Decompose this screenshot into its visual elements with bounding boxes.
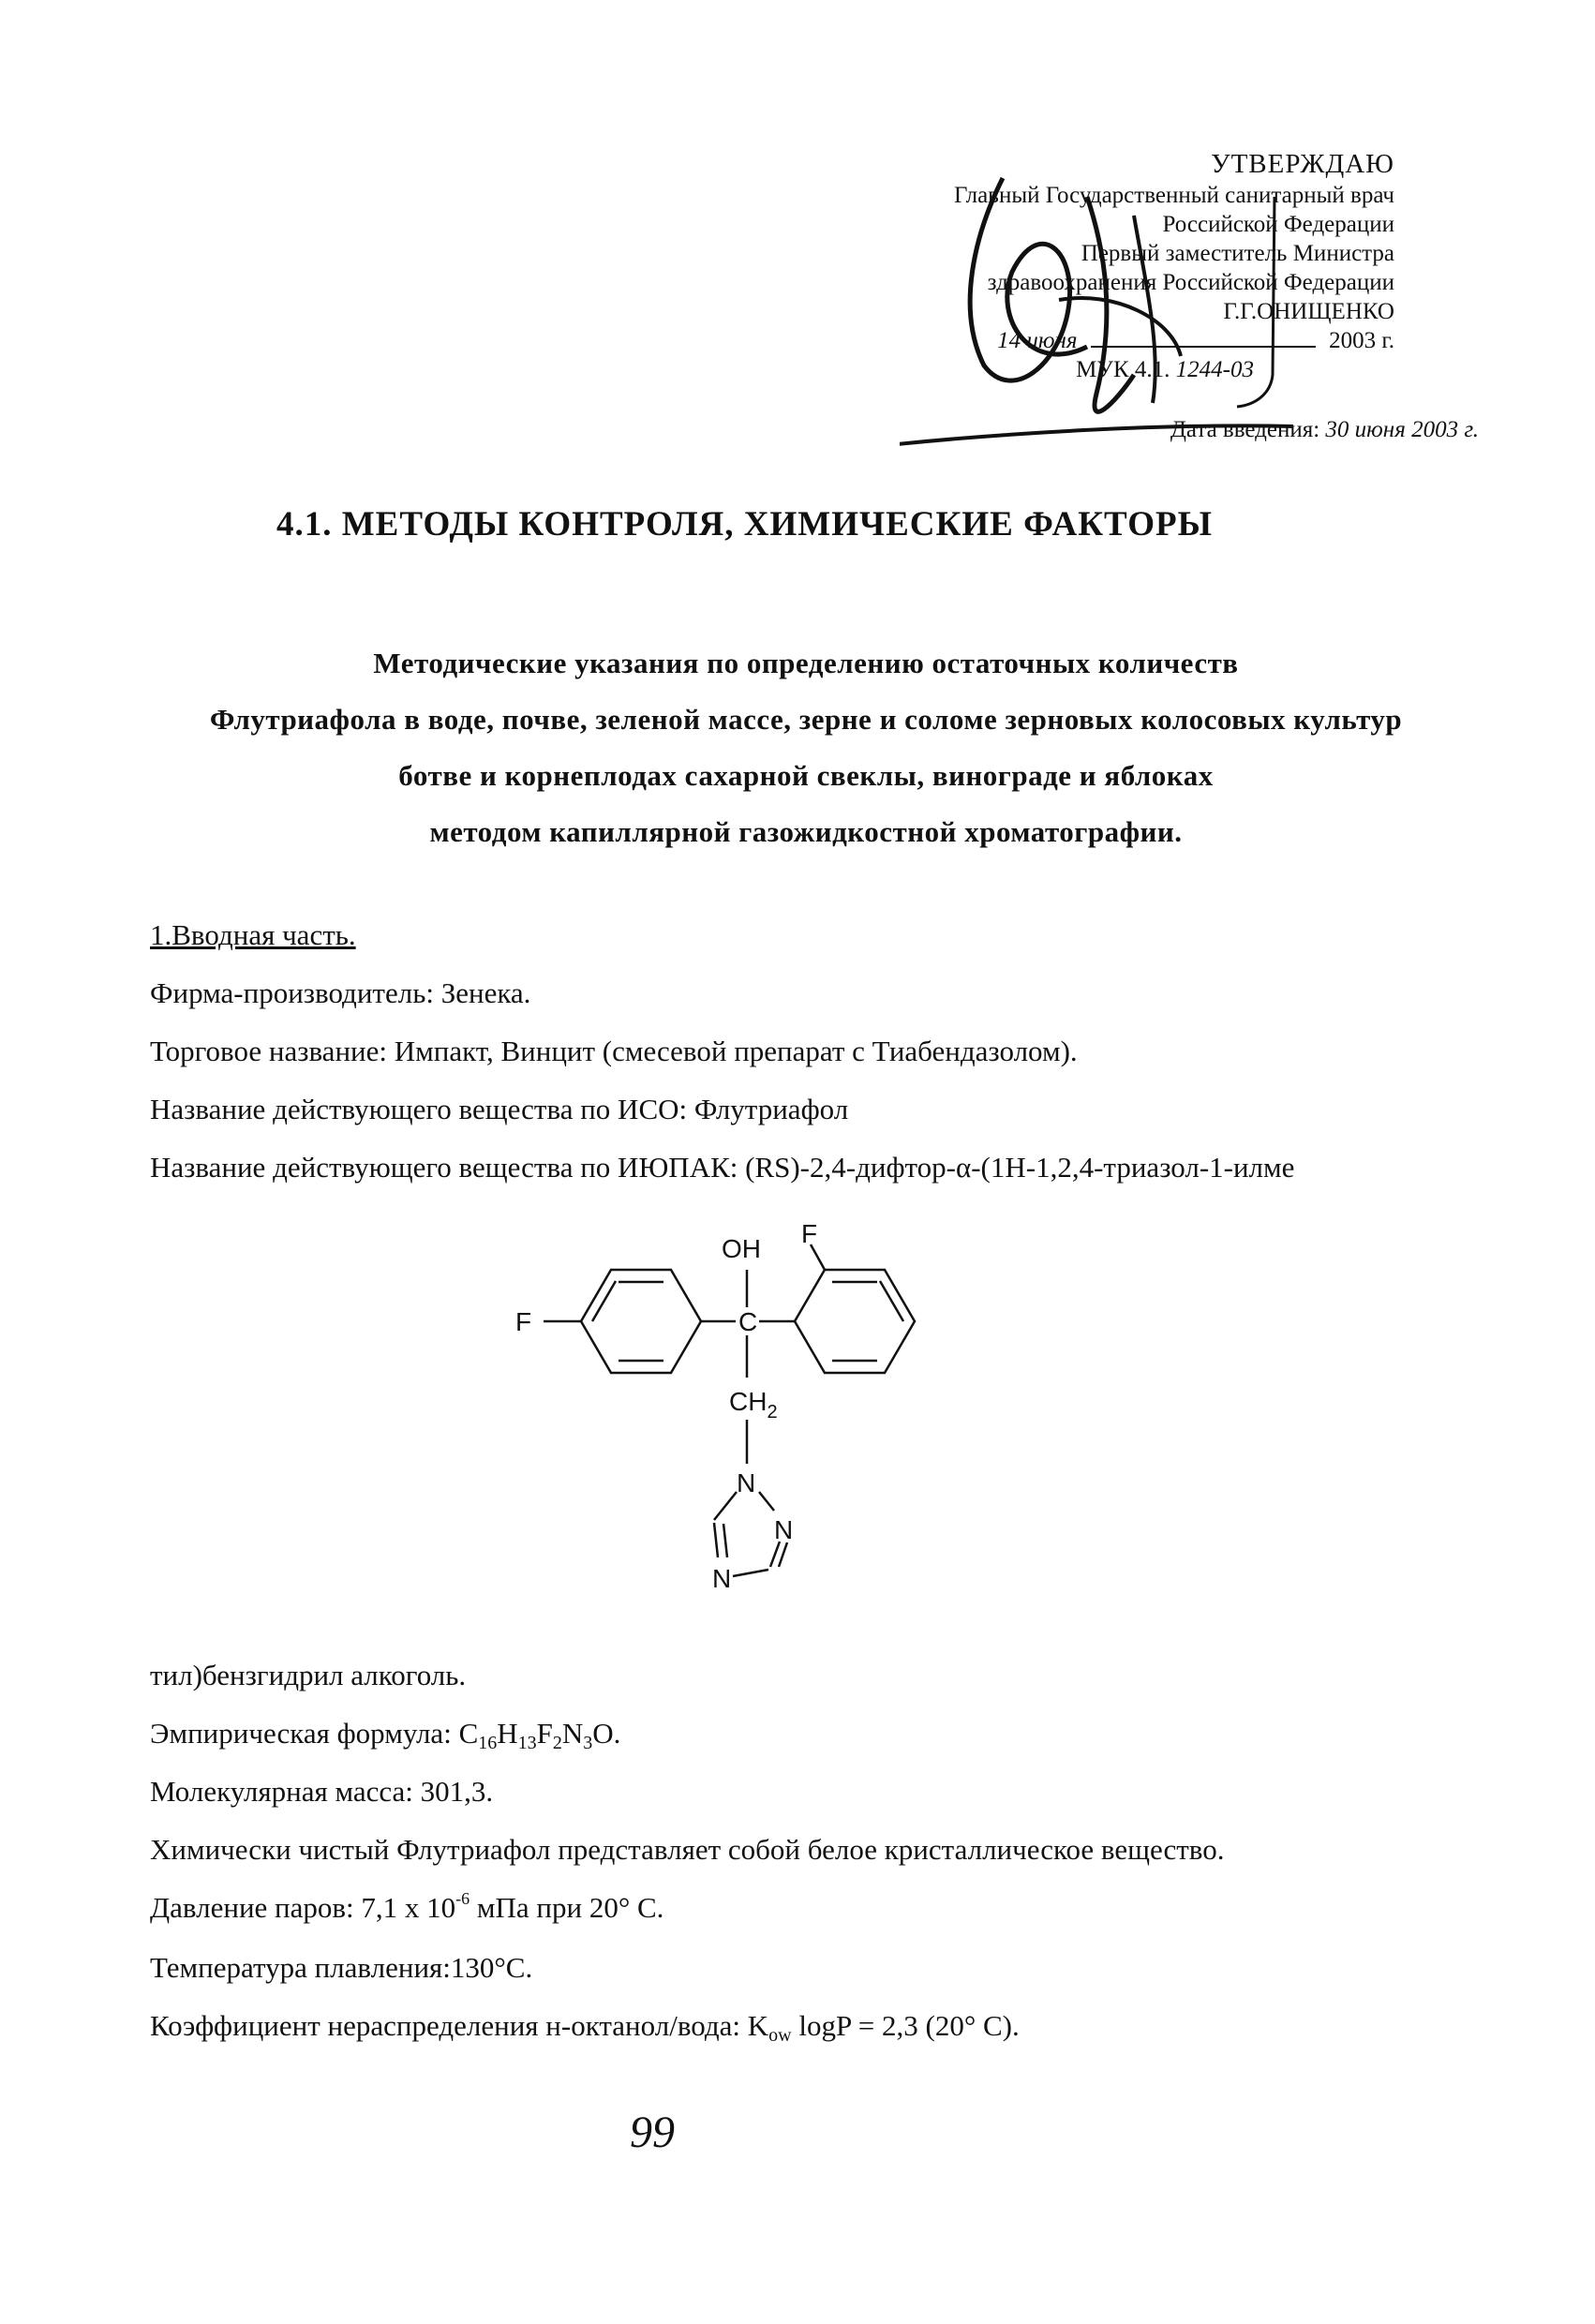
formula-subscript: 3: [583, 1733, 593, 1753]
approval-line: Российской Федерации: [1162, 212, 1394, 237]
structure-label-n3: N: [712, 1564, 732, 1593]
page-number: 99: [630, 2108, 675, 2157]
formula-subscript: 13: [517, 1733, 537, 1753]
koef-label: Коэффициент нераспределения н-октанол/вода: K: [150, 2009, 769, 2042]
structure-label-ch2-sub: 2: [767, 1402, 778, 1423]
structure-label-oh: OH: [722, 1234, 761, 1263]
vapor-pressure-line: [150, 1889, 663, 1925]
structure-label-ch2: [729, 1387, 778, 1423]
guideline-title-line: Методические указания по определению остаточных количеств: [373, 647, 1239, 679]
structure-label-n2: N: [774, 1515, 794, 1544]
guideline-title-line: Флутриафола в воде, почве, зеленой массе, зерне и соломе зерновых колосовых культур: [209, 703, 1403, 736]
handwritten-number: 1244-03: [1175, 357, 1254, 382]
guideline-title-line: ботве и корнеплодах сахарной свеклы, винограде и яблоках: [398, 759, 1214, 792]
koef-rest: logP = 2,3 (20° С).: [791, 2009, 1020, 2042]
melting-point-line: Температура плавления:130°С.: [150, 1951, 533, 1984]
formula-label: Эмпирическая формула:: [150, 1717, 459, 1750]
intro-date-value: 30 июня 2003 г.: [1325, 417, 1479, 442]
structure-label-f-top: F: [801, 1219, 818, 1248]
partition-coefficient-line: [150, 2009, 1020, 2047]
structure-label-f-left: F: [515, 1307, 532, 1336]
molecular-mass-line: Молекулярная масса: 301,3.: [150, 1775, 494, 1808]
structural-formula: [487, 1218, 918, 1621]
intro-date-label: Дата введения:: [1170, 417, 1320, 442]
manufacturer-line: Фирма-производитель: Зенека.: [150, 976, 531, 1009]
handwritten-date: 14 июня: [997, 328, 1078, 353]
vapor-exponent: -6: [455, 1889, 470, 1908]
intro-heading: 1.Вводная часть.: [150, 918, 356, 951]
trade-name-line: Торговое название: Импакт, Винцит (смесевой препарат с Тиабендазолом).: [150, 1035, 1078, 1067]
guideline-title: [122, 635, 1490, 860]
approval-line: здравоохранения Российской Федерации: [987, 270, 1394, 295]
registration-prefix: МУК 4.1.: [1076, 357, 1170, 382]
formula-part: O.: [592, 1717, 621, 1750]
formula-subscript: 16: [478, 1733, 498, 1753]
structure-label-c: C: [738, 1307, 758, 1336]
formula-part: F: [536, 1717, 553, 1750]
approval-signer: Г.Г.ОНИЩЕНКО: [1223, 299, 1394, 324]
koef-subscript: ow: [768, 2025, 792, 2046]
description-line: Химически чистый Флутриафол представляет собой белое кристаллическое вещество.: [150, 1833, 1225, 1866]
vapor-rest: мПа при 20° С.: [470, 1891, 664, 1924]
formula-line: [150, 1717, 620, 1754]
iupac-name-line: Название действующего вещества по ИЮПАК: (RS)-2,4-дифтор-α-(1Н-1,2,4-триазол-1-илме: [150, 1151, 1295, 1184]
formula-part: H: [497, 1717, 518, 1750]
formula-part: C: [458, 1717, 479, 1750]
guideline-title-line: методом капиллярной газожидкостной хроматографии.: [429, 815, 1183, 848]
vapor-label: Давление паров: 7,1 х 10: [150, 1891, 456, 1924]
introduction-date: [1170, 417, 1479, 443]
iupac-name-continuation: тил)бензгидрил алкоголь.: [150, 1659, 467, 1691]
formula-subscript: 2: [552, 1733, 562, 1753]
structure-label-n1: N: [737, 1468, 756, 1497]
approval-line: Главный Государственный санитарный врач: [954, 183, 1394, 208]
signature-image: [900, 159, 1387, 459]
structure-label-ch: CH: [729, 1387, 768, 1416]
iso-name-line: Название действующего вещества по ИСО: Флутриафол: [150, 1093, 849, 1125]
approval-heading: УТВЕРЖДАЮ: [1211, 149, 1394, 179]
approval-line: Первый заместитель Министра: [1081, 241, 1394, 266]
section-title: 4.1. МЕТОДЫ КОНТРОЛЯ, ХИМИЧЕСКИЕ ФАКТОРЫ: [276, 505, 1213, 544]
formula-part: N: [561, 1717, 584, 1750]
approval-year-text: 2003 г.: [1329, 328, 1394, 353]
